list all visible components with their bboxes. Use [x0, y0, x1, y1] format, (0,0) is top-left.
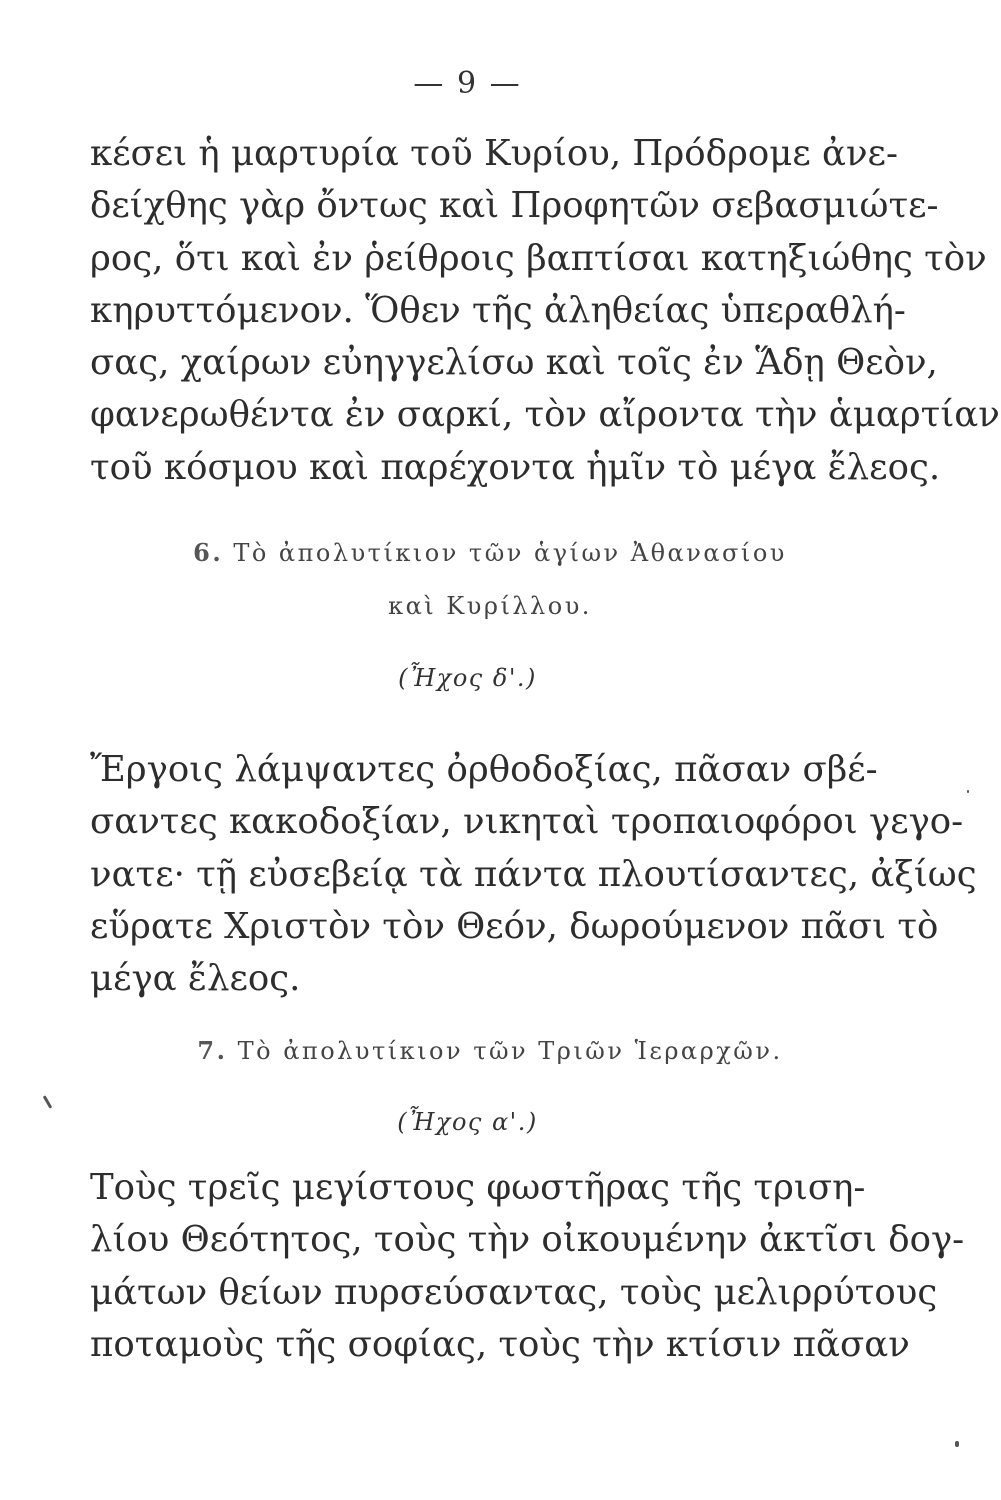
section-7-tone: (Ἦχος α'.): [397, 1108, 538, 1136]
paragraph-athanasius-cyril-hymn: [90, 744, 977, 1005]
text-line: μέγα ἔλεος.: [90, 958, 301, 1000]
text-line: δείχθης γὰρ ὄντως καὶ Προφητῶν σεβασμιώτε-: [90, 185, 939, 227]
section-title-line-1: Τὸ ἀπολυτίκιον τῶν ἁγίων Ἀθανασίου: [233, 539, 787, 567]
section-number: 7.: [197, 1036, 228, 1065]
text-line: ρος, ὅτι καὶ ἐν ῥείθροις βαπτίσαι κατηξιώθης τὸν: [90, 237, 987, 279]
text-line: σας, χαίρων εὐηγγελίσω καὶ τοῖς ἐν Ἅδῃ Θεὸν,: [90, 342, 938, 384]
page-number: — 9 —: [413, 66, 522, 101]
text-line: Ἔργοις λάμψαντες ὀρθοδοξίας, πᾶσαν σβέ-: [90, 749, 878, 790]
paragraph-three-hierarchs-hymn: [90, 1162, 965, 1371]
text-line: σαντες κακοδοξίαν, νικηταὶ τροπαιοφόροι γεγο-: [90, 801, 964, 843]
text-line: λίου Θεότητος, τοὺς τὴν οἰκουμένην ἀκτῖσι δογ-: [90, 1219, 965, 1261]
section-6-heading: [90, 538, 890, 567]
section-7-heading: [90, 1036, 890, 1065]
text-line: ποταμοὺς τῆς σοφίας, τοὺς τὴν κτίσιν πᾶσαν: [90, 1323, 910, 1365]
text-line: κέσει ἡ μαρτυρία τοῦ Κυρίου, Πρόδρομε ἀνε-: [90, 133, 898, 174]
section-number: 6.: [193, 538, 224, 567]
text-line: εὕρατε Χριστὸν τὸν Θεόν, δωρούμενον πᾶσι τὸ: [90, 905, 939, 947]
paper-speck: [955, 1441, 959, 1447]
text-line: Τοὺς τρεῖς μεγίστους φωστῆρας τῆς τριση-: [90, 1167, 866, 1208]
text-line: νατε· τῇ εὐσεβείᾳ τὰ πάντα πλουτίσαντες, ἀξίως: [90, 853, 977, 895]
section-title-line-1: Τὸ ἀπολυτίκιον τῶν Τριῶν Ἱεραρχῶν.: [237, 1037, 783, 1065]
text-line: τοῦ κόσμου καὶ παρέχοντα ἡμῖν τὸ μέγα ἔλεος.: [90, 446, 941, 488]
text-line: φανερωθέντα ἐν σαρκί, τὸν αἴροντα τὴν ἁμαρτίαν: [90, 394, 1000, 436]
paragraph-john-baptist-hymn-continued: [90, 128, 1000, 494]
text-line: κηρυττόμενον. Ὅθεν τῆς ἀληθείας ὑπεραθλή-: [90, 289, 906, 331]
section-6-heading-line-2: καὶ Κυρίλλου.: [388, 592, 592, 620]
paper-speck: [43, 1095, 53, 1109]
section-6-tone: (Ἦχος δ'.): [398, 664, 537, 692]
paper-speck: [967, 790, 969, 793]
text-line: μάτων θείων πυρσεύσαντας, τοὺς μελιρρύτους: [90, 1271, 938, 1313]
